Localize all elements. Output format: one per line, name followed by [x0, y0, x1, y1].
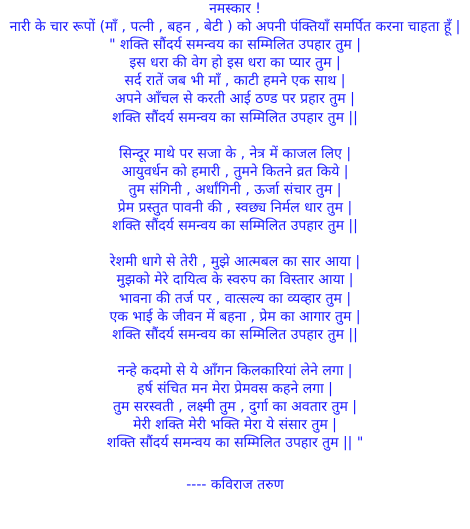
- poem-line: तुम सरस्वती , लक्ष्मी तुम , दुर्गा का अवतार तुम |: [112, 399, 358, 416]
- stanza-gap: [0, 452, 470, 470]
- stanza-3: [0, 253, 470, 343]
- poem-line: मुझको मेरे दायित्व के स्वरुप का विस्तार आया |: [116, 272, 354, 289]
- poem-line: शक्ति सौंदर्य समन्वय का सम्मिलित उपहार तुम ||: [112, 218, 358, 235]
- stanza-gap: [0, 127, 470, 145]
- intro-text: नारी के चार रूपों (माँ , पत्नी , बहन , बेटी ) को अपनी पंक्तियाँ समर्पित करना चाहता हूँ |: [9, 19, 461, 36]
- poem-line: नन्हे कदमो से ये आँगन किलकारियां लेने लगा |: [117, 362, 353, 379]
- poem-line: शक्ति सौंदर्य समन्वय का सम्मिलित उपहार तुम ||: [112, 326, 358, 343]
- stanza-1: [0, 36, 470, 126]
- poem-line: हर्ष संचित मन मेरा प्रेमवस कहने लगा |: [137, 380, 333, 397]
- poem-line: सर्द रातें जब भी माँ , काटी हमने एक साथ |: [124, 73, 346, 90]
- poem-line: तुम संगिनी , अर्धांगिनी , ऊर्जा संचार तुम |: [128, 181, 342, 198]
- stanza-2: [0, 145, 470, 235]
- poem-line: इस धरा की वेग हो इस धरा का प्यार तुम |: [129, 55, 341, 72]
- poem-line: भावना की तर्ज पर , वात्सल्य का व्यव्हार तुम |: [118, 290, 352, 307]
- poem-line: प्रेम प्रस्तुत पावनी की , स्वछ्य निर्मल धार तुम |: [117, 200, 353, 217]
- poem-line: अपने आँचल से करती आई ठण्ड पर प्रहार तुम |: [115, 91, 355, 108]
- poem-line: " शक्ति सौंदर्य समन्वय का सम्मिलित उपहार तुम |: [109, 37, 361, 54]
- poem-line: मेरी शक्ति मेरी भक्ति मेरा ये संसार तुम |: [133, 417, 337, 434]
- poem-line: सिन्दूर माथे पर सजा के , नेत्र में काजल लिए |: [118, 145, 352, 162]
- poem-line: एक भाई के जीवन में बहना , प्रेम का आगार तुम |: [109, 308, 361, 325]
- greeting: नमस्कार !: [209, 1, 261, 17]
- poem-line: रेशमी धागे से तेरी , मुझे आत्मबल का सार आया |: [109, 254, 361, 271]
- stanza-gap: [0, 235, 470, 253]
- signature: ---- कविराज तरुण: [186, 477, 284, 494]
- stanza-gap: [0, 344, 470, 362]
- stanza-4: [0, 362, 470, 452]
- poem-line: शक्ति सौंदर्य समन्वय का सम्मिलित उपहार तुम ||: [112, 109, 358, 126]
- poem-line: आयुवर्धन को हमारी , तुमने कितने व्रत किये |: [121, 163, 349, 180]
- poem-line: शक्ति सौंदर्य समन्वय का सम्मिलित उपहार तुम || ": [106, 435, 364, 452]
